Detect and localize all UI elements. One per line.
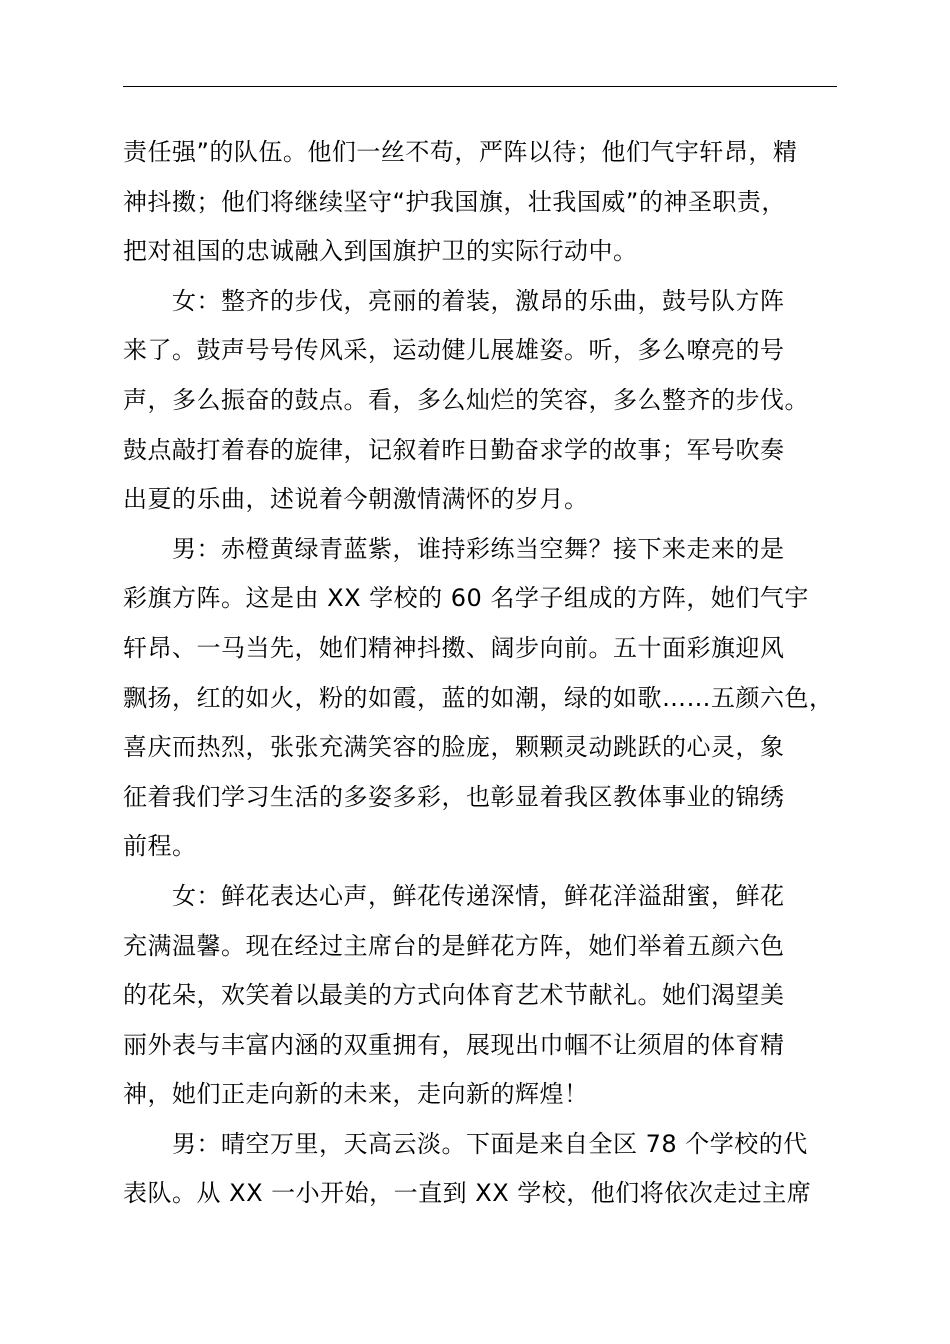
- paragraph-start-line: 女：鲜花表达心声，鲜花传递深情，鲜花洋溢甜蜜，鲜花: [172, 881, 785, 910]
- text-line: 神抖擞；他们将继续坚守“护我国旗，壮我国威”的神圣职责，: [123, 187, 786, 216]
- header-rule: [123, 86, 837, 87]
- paragraph-start-line: 男：赤橙黄绿青蓝紫，谁持彩练当空舞？接下来走来的是: [172, 534, 785, 563]
- text-line: 彩旗方阵。这是由 XX 学校的 60 名学子组成的方阵，她们气宇: [123, 584, 809, 613]
- text-line: 丽外表与丰富内涵的双重拥有，展现出巾帼不让须眉的体育精: [123, 1030, 785, 1059]
- text-line: 轩昂、一马当先，她们精神抖擞、阔步向前。五十面彩旗迎风: [123, 633, 785, 662]
- document-body: [123, 128, 863, 1219]
- text-line: 把对祖国的忠诚融入到国旗护卫的实际行动中。: [123, 237, 638, 266]
- text-line: 来了。鼓声号号传风采，运动健儿展雄姿。听，多么嘹亮的号: [123, 336, 785, 365]
- text-line: 的花朵，欢笑着以最美的方式向体育艺术节献礼。她们渴望美: [123, 981, 785, 1010]
- text-line: 前程。: [123, 832, 197, 861]
- paragraph-start-line: 男：晴空万里，天高云淡。下面是来自全区 78 个学校的代: [172, 1129, 808, 1158]
- text-line: 神，她们正走向新的未来，走向新的辉煌！: [123, 1080, 589, 1109]
- text-line: 出夏的乐曲，述说着今朝激情满怀的岁月。: [123, 485, 589, 514]
- text-line: 表队。从 XX 一小开始，一直到 XX 学校，他们将依次走过主席: [123, 1179, 812, 1208]
- text-line: 喜庆而热烈，张张充满笑容的脸庞，颗颗灵动跳跃的心灵，象: [123, 733, 785, 762]
- text-line: 声，多么振奋的鼓点。看，多么灿烂的笑容，多么整齐的步伐。: [123, 385, 809, 414]
- text-line: 充满温馨。现在经过主席台的是鲜花方阵，她们举着五颜六色: [123, 931, 785, 960]
- text-line: 责任强”的队伍。他们一丝不苟，严阵以待；他们气宇轩昂，精: [123, 138, 798, 166]
- paragraph-start-line: 女：整齐的步伐，亮丽的着装，激昂的乐曲，鼓号队方阵: [172, 286, 785, 315]
- text-line: 飘扬，红的如火，粉的如霞，蓝的如潮，绿的如歌……五颜六色，: [123, 683, 834, 712]
- text-line: 鼓点敲打着春的旋律，记叙着昨日勤奋求学的故事；军号吹奏: [123, 435, 785, 464]
- text-line: 征着我们学习生活的多姿多彩，也彰显着我区教体事业的锦绣: [123, 782, 785, 811]
